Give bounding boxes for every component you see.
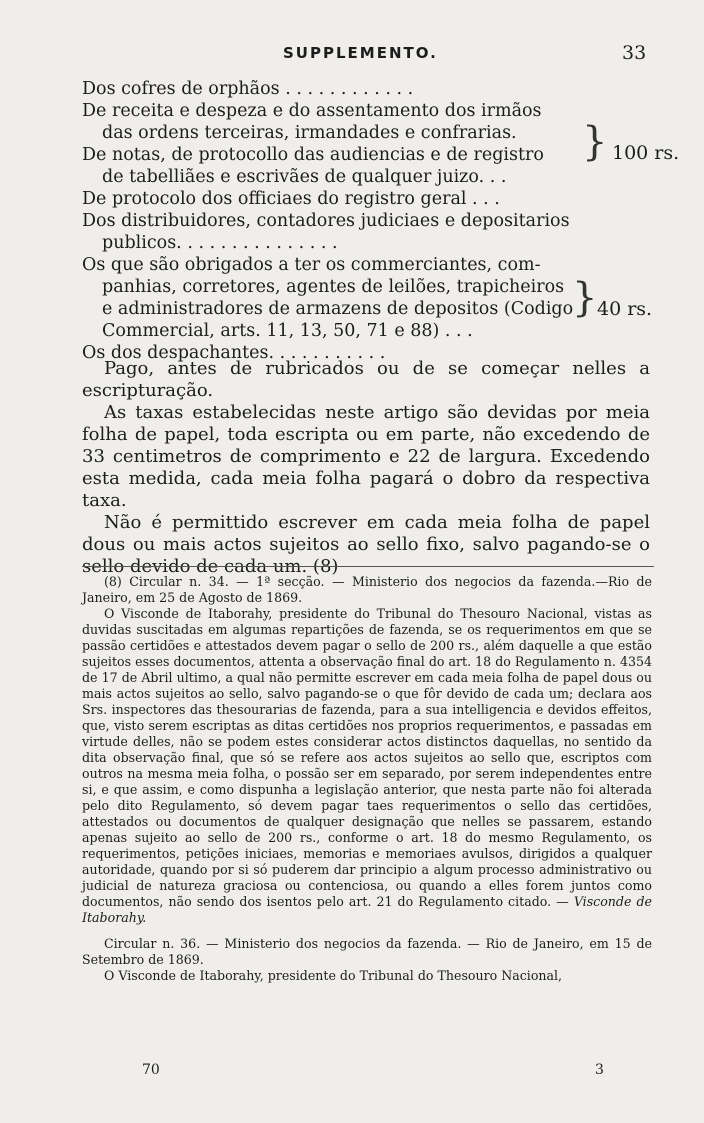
footnote-heading: (8) Circular n. 34. — 1ª secção. — Ministerio dos negocios da fazenda.—Rio de Janeiro, em 25 de Agosto de 1869. [82,574,652,605]
schedule-line: De protocolo dos officiaes do registro geral . . . [82,189,500,209]
body-text [82,358,650,578]
footnote-body [82,606,652,926]
circular-heading: Circular n. 36. — Ministerio dos negocios da fazenda. — Rio de Janeiro, em 15 de Setembro de 1869. [82,936,652,967]
schedule-line: de tabelliães e escrivães de qualquer juizo. . . [102,167,507,187]
paragraph: Pago, antes de rubricados ou de se começar nelles a escripturação. [82,358,650,401]
footnote-divider [82,566,654,567]
schedule-line: das ordens terceiras, irmandades e confrarias. [102,123,517,143]
schedule-line: Dos distribuidores, contadores judiciaes e depositarios [82,211,570,231]
schedule-line: e administradores de armazens de depositos (Codigo [102,299,574,319]
schedule-line: Os dos despachantes. . . . . . . . . . . [82,343,386,363]
spacer [82,926,652,936]
page-footer [0,1062,704,1084]
schedule-line: Commercial, arts. 11, 13, 50, 71 e 88) . . . [102,321,473,341]
signature-mark-right: 3 [595,1062,604,1078]
schedule-line: De receita e despeza e do assentamento dos irmãos [82,101,542,121]
footnote-text: O Visconde de Itaborahy, presidente do Tribunal do Thesouro Nacional, vistas as duvidas suscitadas em algumas repartições de fazenda, se os requerimentos em que se passão certidões e attestados devem pagar o sello de 200 rs., além daquelle a que estão sujeitos esses documentos, attenta a observação final do art. 18 do Regulamento n. 4354 de 17 de Abril ultimo, a qual não permitte escrever em cada meia folha de papel dous ou mais actos sujeitos ao sello, salvo pagando-se o que fôr devido de cada um; declara aos Srs. inspectores das thesourarias de fazenda, para a sua intelligencia e devidos effeitos, que, visto serem escriptas as ditas certidões nos proprios requerimentos, e passadas em virtude delles, não se podem estes considerar actos distinctos daquellas, no sentido da dita observação final, que só se refere aos actos sujeitos ao sello que, escriptos com outros na mesma meia folha, o possão ser em separado, por serem independentes entre si, e que assim, e como dispunha a legislação anterior, que nesta parte não foi alterada pelo dito Regulamento, só devem pagar taes requerimentos o sello das certidões, attestados ou documentos de qualquer designação que nelles se passarem, estando apenas sujeito ao sello de 200 rs., conforme o art. 18 do mesmo Regulamento, os requerimentos, petições iniciaes, memorias e memoriaes avulsos, dirigidos a qualquer autoridade, quando por si só puderem dar principio a algum processo administrativo ou judicial de natureza graciosa ou contenciosa, ou quando a elles forem juntos como documentos, não sendo dos isentos pelo art. 21 do Regulamento citado. — [82,606,652,909]
schedule-line: Os que são obrigados a ter os commerciantes, com- [82,255,541,275]
paragraph: Não é permittido escrever em cada meia folha de papel dous ou mais actos sujeitos ao sello fixo, salvo pagando-se o sello devido de cada um. (8) [82,512,650,577]
footnotes [82,574,652,984]
signature: Visconde de Itaborahy. [82,894,652,925]
circular-body: O Visconde de Itaborahy, presidente do Tribunal do Thesouro Nacional, [104,968,563,983]
running-header [0,40,704,70]
schedule-line: panhias, corretores, agentes de leilões, trapicheiros [102,277,565,297]
paragraph: As taxas estabelecidas neste artigo são devidas por meia folha de papel, toda escripta ou em parte, não excedendo de 33 centimetros de comprimento e 22 de largura. Excedendo esta medida, cada meia folha pagará o dobro da respectiva taxa. [82,402,650,511]
amount-100: 100 rs. [612,142,680,164]
schedule-line: Dos cofres de orphãos . . . . . . . . . . . . [82,79,414,99]
amount-40: 40 rs. [597,298,653,320]
page-number: 33 [622,42,647,64]
brace-icon: } [572,275,598,321]
schedule-line: publicos. . . . . . . . . . . . . . . [102,233,338,253]
brace-icon: } [582,119,608,165]
schedule-line: De notas, de protocollo das audiencias e de registro [82,145,544,165]
header-title: SUPPLEMENTO. [283,44,438,62]
signature-mark-left: 70 [142,1062,160,1078]
